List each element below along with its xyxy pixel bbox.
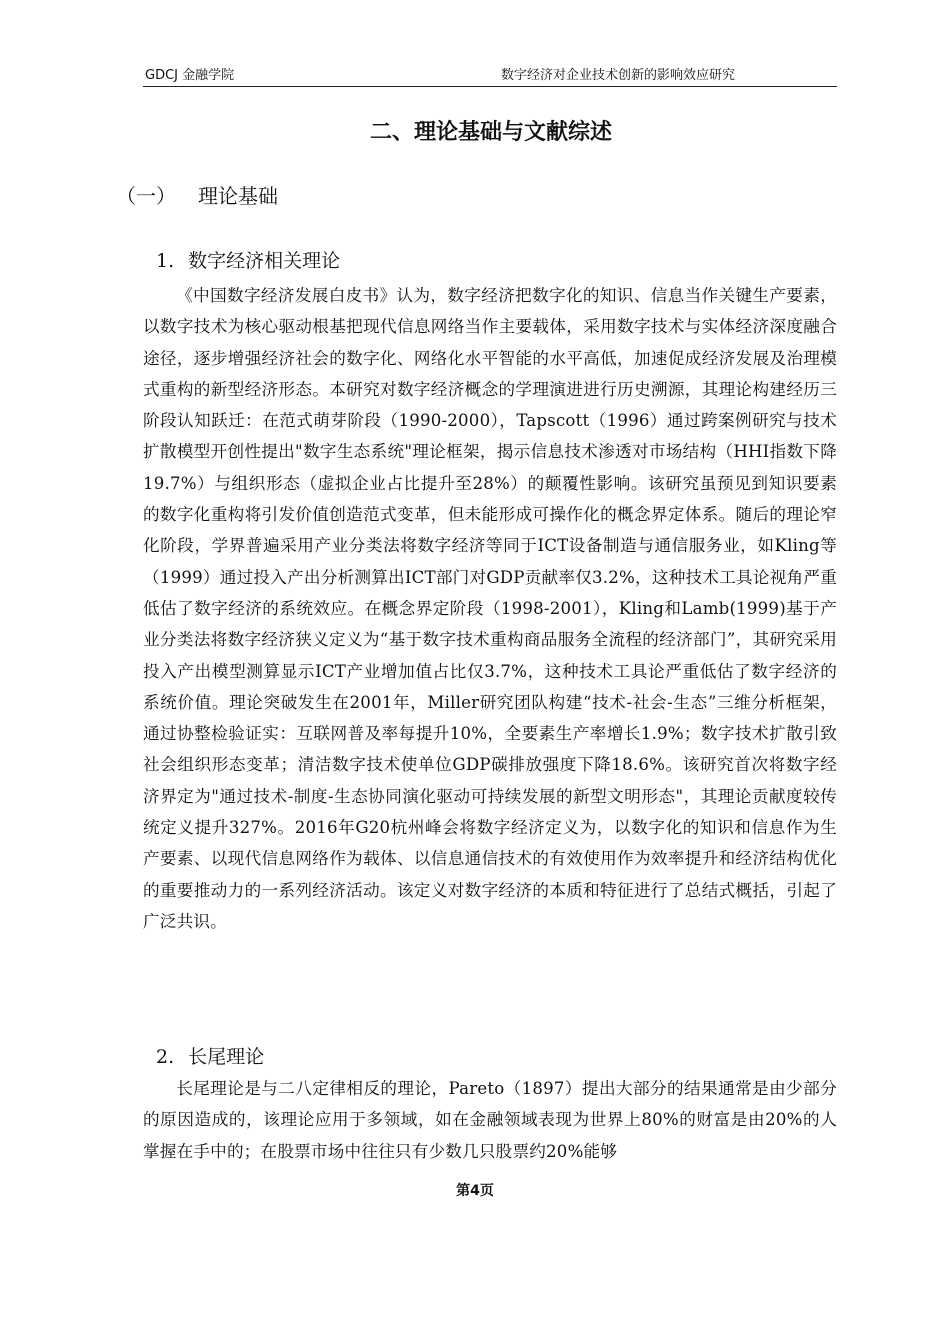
subsection-title: 数字经济相关理论 <box>188 250 341 272</box>
body-paragraph-long-tail: 长尾理论是与二八定律相反的理论，Pareto（1897）提出大部分的结果通常是由少部分的原因造成的，该理论应用于多领域，如在金融领域表现为世界上80%的财富是由20%的人掌握在手中的；在股票市场中往往只有少数几只股票约20%能够 <box>143 1079 837 1161</box>
header-institution: GDCJ 金融学院 <box>145 68 235 83</box>
page-number: 第4页 <box>456 1183 494 1199</box>
page-header <box>143 66 837 87</box>
subsection-number: 2. <box>156 1046 175 1068</box>
header-paper-title: 数字经济对企业技术创新的影响效应研究 <box>500 68 735 83</box>
section-title: 理论基础 <box>198 184 278 208</box>
section-heading <box>116 180 278 212</box>
chapter-title: 二、理论基础与文献综述 <box>369 120 612 145</box>
subsection-heading-1 <box>156 246 340 276</box>
subsection-number: 1. <box>156 250 175 272</box>
subsection-heading-2 <box>156 1042 264 1072</box>
section-number: （一） <box>116 184 176 208</box>
subsection-title: 长尾理论 <box>188 1046 265 1068</box>
body-paragraph-digital-economy: 《中国数字经济发展白皮书》认为，数字经济把数字化的知识、信息当作关键生产要素，以数字技术为核心驱动根基把现代信息网络当作主要载体，采用数字技术与实体经济深度融合途径，逐步增强经济社会的数字化、网络化水平智能的水平高低，加速促成经济发展及治理模式重构的新型经济形态。本研究对数字经济概念的学理演进进行历史溯源，其理论构建经历三阶段认知跃迁：在范式萌芽阶段（1990-2000），Tapscott（1996）通过跨案例研究与技术扩散模型开创性提出"数字生态系统"理论框架，揭示信息技术渗透对市场结构（HHI指数下降19.7%）与组织形态（虚拟企业占比提升至28%）的颠覆性影响。该研究虽预见到知识要素的数字化重构将引发价值创造范式变革，但未能形成可操作化的概念界定体系。随后的理论窄化阶段，学界普遍采用产业分类法将数字经济等同于ICT设备制造与通信服务业，如Kling等（1999）通过投入产出分析测算出ICT部门对GDP贡献率仅3.2%，这种技术工具论视角严重低估了数字经济的系统效应。在概念界定阶段（1998-2001），Kling和Lamb(1999)基于产业分类法将数字经济狭义定义为“基于数字技术重构商品服务全流程的经济部门”，其研究采用投入产出模型测算显示ICT产业增加值占比仅3.7%，这种技术工具论严重低估了数字经济的系统价值。理论突破发生在2001年，Miller研究团队构建“技术-社会-生态”三维分析框架，通过协整检验证实：互联网普及率每提升10%，全要素生产率增长1.9%；数字技术扩散引致社会组织形态变革；清洁数字技术使单位GDP碳排放强度下降18.6%。该研究首次将数字经济界定为"通过技术-制度-生态协同演化驱动可持续发展的新型文明形态"，其理论贡献度较传统定义提升327%。2016年G20杭州峰会将数字经济定义为，以数字化的知识和信息作为生产要素、以现代信息网络作为载体、以信息通信技术的有效使用作为效率提升和经济结构优化的重要推动力的一系列经济活动。该定义对数字经济的本质和特征进行了总结式概括，引起了广泛共识。 <box>143 286 837 931</box>
